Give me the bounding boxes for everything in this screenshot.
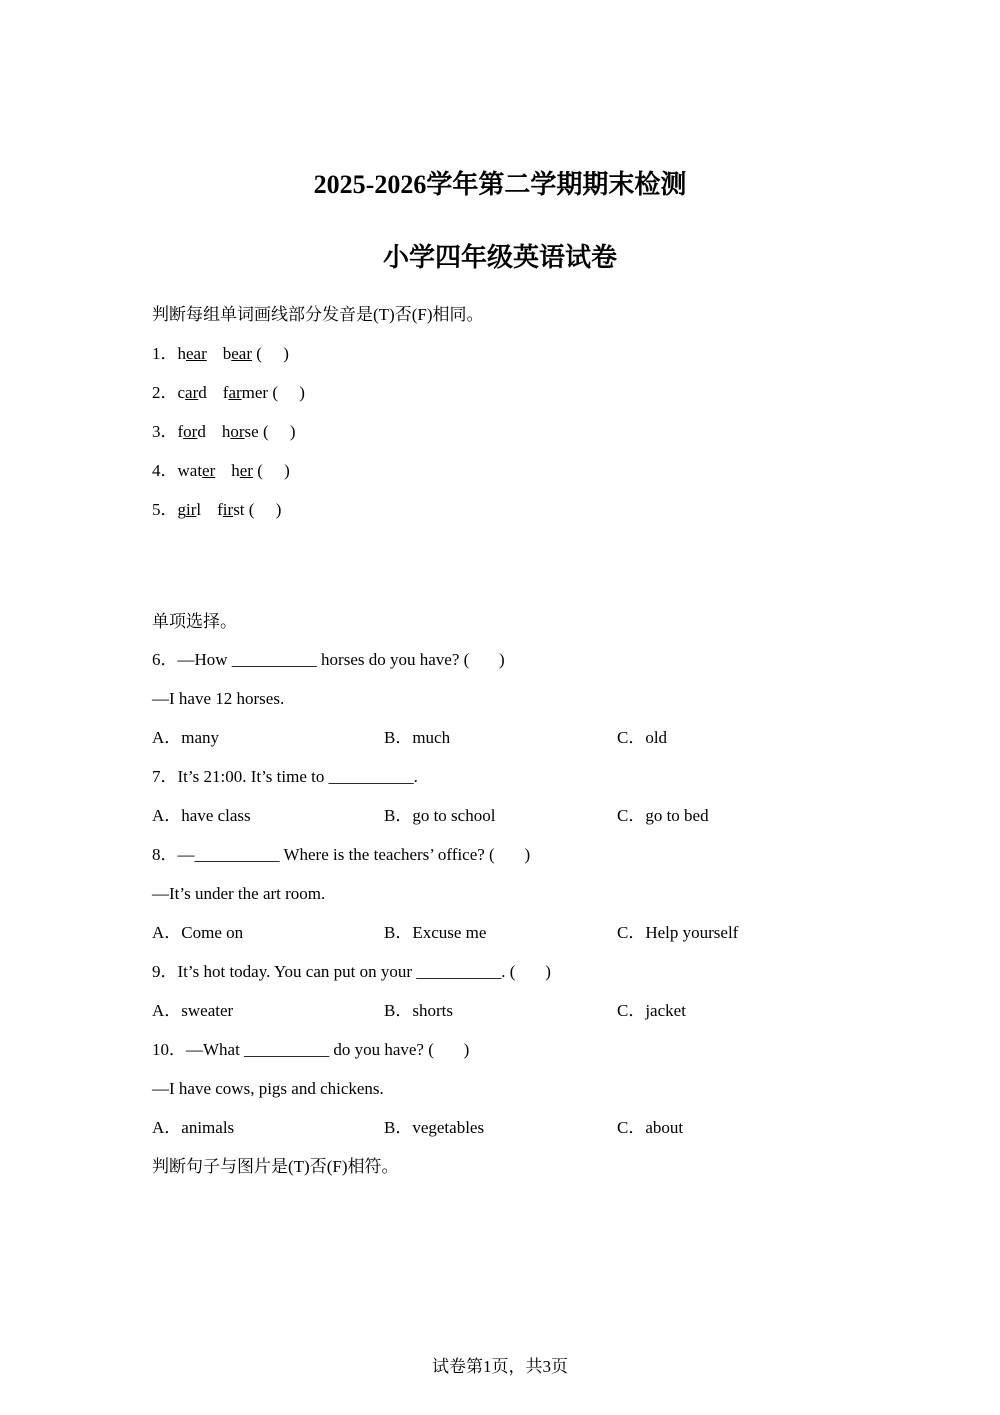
word1: girl — [177, 500, 202, 519]
question-10: 10．—What __________ do you have? ( ) — [152, 1040, 470, 1059]
question-8-option-a: A．Come on — [152, 923, 244, 942]
question-6-answer-line: —I have 12 horses. — [152, 689, 285, 708]
question-7-option-a: A．have class — [152, 806, 251, 825]
item-number: 2． — [152, 383, 178, 402]
question-6-option-c: C．old — [617, 728, 668, 747]
word1: ford — [177, 422, 206, 441]
pronunciation-item-4 — [152, 460, 290, 482]
answer-paren: ( ) — [244, 500, 282, 519]
question-9: 9．It’s hot today. You can put on your __________. ( ) — [152, 962, 551, 981]
exam-subtitle: 小学四年级英语试卷 — [382, 243, 617, 272]
word2: bear — [222, 344, 253, 363]
pronunciation-item-1 — [152, 343, 289, 365]
question-8-answer-line: —It’s under the art room. — [152, 884, 326, 903]
question-9-option-c: C．jacket — [617, 1001, 686, 1020]
word2: her — [231, 461, 253, 480]
answer-paren: ( ) — [252, 461, 290, 480]
question-10-option-c: C．about — [617, 1118, 684, 1137]
question-10-answer-line: —I have cows, pigs and chickens. — [152, 1079, 384, 1098]
question-6-option-a: A．many — [152, 728, 220, 747]
word2: horse — [221, 422, 259, 441]
question-7-option-b: B．go to school — [384, 806, 496, 825]
question-7-option-c: C．go to bed — [617, 806, 709, 825]
question-10-option-b: B．vegetables — [384, 1118, 485, 1137]
answer-paren: ( ) — [252, 344, 289, 363]
answer-paren: ( ) — [258, 422, 296, 441]
item-number: 1． — [152, 344, 178, 363]
question-8-option-c: C．Help yourself — [617, 923, 739, 942]
word1: hear — [177, 344, 207, 363]
section3-instruction: 判断句子与图片是(T)否(F)相符。 — [152, 1157, 399, 1176]
question-10-option-a: A．animals — [152, 1118, 235, 1137]
section1-instruction: 判断每组单词画线部分发音是(T)否(F)相同。 — [152, 305, 484, 324]
item-number: 5． — [152, 500, 178, 519]
question-9-option-b: B．shorts — [384, 1001, 453, 1020]
page-footer: 试卷第1页，共3页 — [432, 1357, 568, 1376]
exam-title: 2025-2026学年第二学期期末检测 — [313, 170, 687, 199]
question-8: 8．—__________ Where is the teachers’ office? ( ) — [152, 845, 531, 864]
item-number: 3． — [152, 422, 178, 441]
question-8-option-b: B．Excuse me — [384, 923, 487, 942]
word1: water — [177, 461, 216, 480]
pronunciation-item-3 — [152, 421, 296, 443]
word2: first — [217, 500, 245, 519]
question-7: 7．It’s 21:00. It’s time to __________. — [152, 767, 418, 786]
word1: card — [177, 383, 207, 402]
word2: farmer — [222, 383, 269, 402]
question-9-option-a: A．sweater — [152, 1001, 234, 1020]
question-6-option-b: B．much — [384, 728, 451, 747]
section2-instruction: 单项选择。 — [152, 612, 237, 631]
answer-paren: ( ) — [268, 383, 305, 402]
pronunciation-item-5 — [152, 499, 281, 521]
question-6: 6．—How __________ horses do you have? ( ) — [152, 650, 505, 669]
pronunciation-item-2 — [152, 382, 305, 404]
item-number: 4． — [152, 461, 178, 480]
